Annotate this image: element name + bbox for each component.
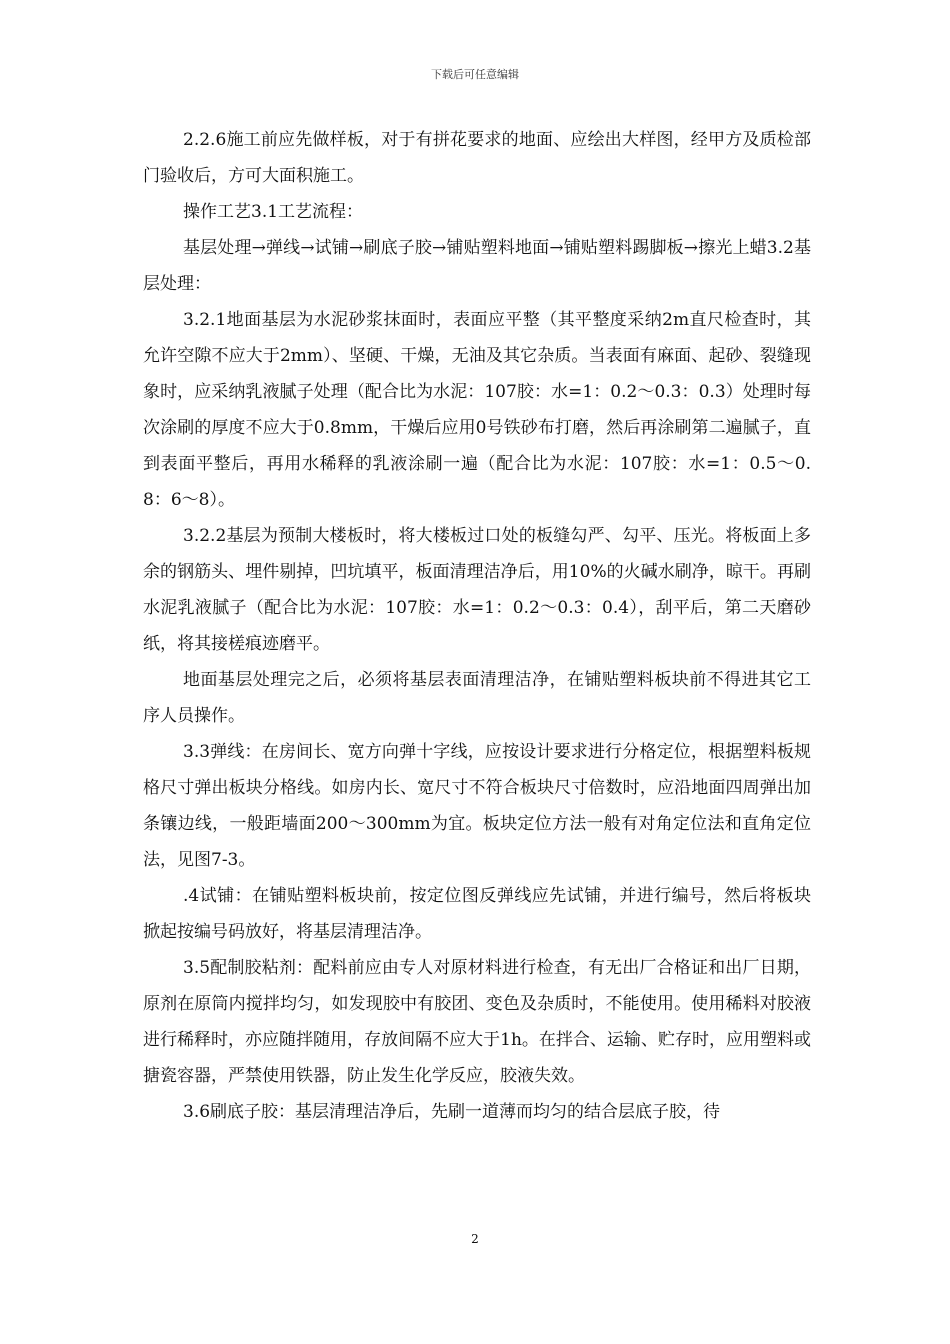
document-body: [143, 122, 811, 1130]
paragraph-3-6: 3.6刷底子胶：基层清理洁净后，先刷一道薄而均匀的结合层底子胶，待: [183, 1102, 721, 1122]
paragraph-3-2-2: 3.2.2基层为预制大楼板时，将大楼板过口处的板缝勾严、勾平、压光。将板面上多余的钢筋头、埋件剔掉，凹坑填平，板面清理洁净后，用10%的火碱水刷净，晾干。再刷水泥乳液腻子（配合比为水泥：107胶：水=1：0.2～0.3：0.4），刮平后，第二天磨砂纸，将其接槎痕迹磨平。: [143, 526, 811, 654]
paragraph-3-4: .4试铺：在铺贴塑料板块前，按定位图反弹线应先试铺，并进行编号，然后将板块掀起按编号码放好，将基层清理洁净。: [143, 886, 811, 942]
paragraph-process-flow: 基层处理→弹线→试铺→刷底子胶→铺贴塑料地面→铺贴塑料踢脚板→擦光上蜡3.2基层处理：: [143, 238, 811, 294]
paragraph-3-3: 3.3弹线：在房间长、宽方向弹十字线，应按设计要求进行分格定位，根据塑料板规格尺寸弹出板块分格线。如房内长、宽尺寸不符合板块尺寸倍数时，应沿地面四周弹出加条镶边线，一般距墙面200～300mm为宜。板块定位方法一般有对角定位法和直角定位法，见图7-3。: [143, 742, 811, 870]
paragraph-2-2-6: 2.2.6施工前应先做样板，对于有拼花要求的地面、应绘出大样图，经甲方及质检部门验收后，方可大面积施工。: [143, 130, 811, 186]
paragraph-3-2-1: 3.2.1地面基层为水泥砂浆抹面时，表面应平整（其平整度采纳2m直尺检查时，其允许空隙不应大于2mm）、坚硬、干燥，无油及其它杂质。当表面有麻面、起砂、裂缝现象时，应采纳乳液腻子处理（配合比为水泥：107胶：水=1：0.2～0.3：0.3）处理时每次涂刷的厚度不应大于0.8mm，干燥后应用0号铁砂布打磨，然后再涂刷第二遍腻子，直到表面平整后，再用水稀释的乳液涂刷一遍（配合比为水泥：107胶：水=1：0.5～0.8：6～8）。: [143, 310, 811, 510]
paragraph-base-cleaning: 地面基层处理完之后，必须将基层表面清理洁净，在铺贴塑料板块前不得进其它工序人员操作。: [143, 670, 811, 726]
page-number: 2: [471, 1232, 479, 1246]
paragraph-3-5: 3.5配制胶粘剂：配料前应由专人对原材料进行检查，有无出厂合格证和出厂日期，原剂在原筒内搅拌均匀，如发现胶中有胶团、变色及杂质时，不能使用。使用稀料对胶液进行稀释时，亦应随拌随用，存放间隔不应大于1h。在拌合、运输、贮存时，应用塑料或搪瓷容器，严禁使用铁器，防止发生化学反应，胶液失效。: [143, 958, 811, 1086]
page-header: 下载后可任意编辑: [431, 68, 519, 81]
paragraph-process-heading: 操作工艺3.1工艺流程：: [183, 202, 364, 222]
